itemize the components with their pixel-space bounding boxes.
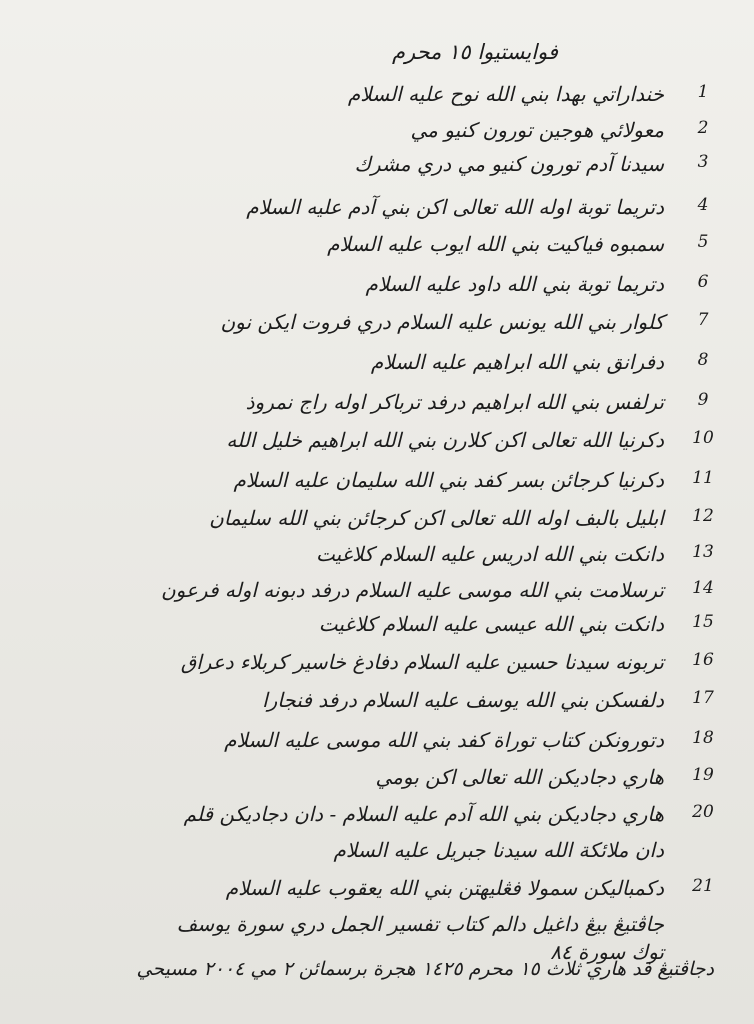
item-text: هاري دجاديكن الله تعالى اكن بومي [375, 765, 664, 789]
item-number: 19 [692, 765, 714, 785]
list-item [0, 876, 754, 912]
item-text: سمبوه فياكيت بني الله ايوب عليه السلام [327, 232, 664, 256]
list-item [0, 350, 754, 386]
item-text: دان ملائكة الله سيدنا جبريل عليه السلام [333, 838, 664, 862]
item-text: سيدنا آدم تورون كنيو مي دري مشرك [354, 152, 664, 176]
item-number: 1 [697, 82, 709, 102]
item-text: دتريما توبة بني الله داود عليه السلام [365, 272, 664, 296]
document-title: فوايستيوا ١٥ محرم [392, 40, 558, 64]
list-item [0, 728, 754, 764]
list-item [0, 506, 754, 542]
item-text: توك سورة ٨٤ [550, 940, 664, 964]
item-text: دكرنيا كرجائن بسر كفد بني الله سليمان عليه السلام [233, 468, 664, 492]
item-number: 21 [692, 876, 714, 896]
item-number: 4 [697, 195, 709, 215]
item-text: دانكت بني الله ادريس عليه السلام كلاغيت [315, 542, 664, 566]
item-number: 20 [692, 802, 714, 822]
item-text: جاڤتيڠ بيڠ داغيل دالم كتاب تفسير الجمل دري سورة يوسف [176, 912, 664, 936]
item-text: دتريما توبة اوله الله تعالى اكن بني آدم عليه السلام [246, 195, 664, 219]
list-item [0, 802, 754, 838]
item-number: 16 [692, 650, 714, 670]
item-text: خنداراتي بهدا بني الله نوح عليه السلام [347, 82, 664, 106]
list-item [0, 468, 754, 504]
item-text: دانكت بني الله عيسى عليه السلام كلاغيت [318, 612, 664, 636]
item-number: 11 [692, 468, 714, 488]
item-number: 17 [692, 688, 714, 708]
list-item [0, 612, 754, 648]
item-number: 5 [697, 232, 709, 252]
list-item [0, 310, 754, 346]
list-item [0, 428, 754, 464]
item-text: ابليل بالبف اوله الله تعالى اكن كرجائن بني الله سليمان [209, 506, 664, 530]
list-item [0, 152, 754, 188]
item-number: 10 [692, 428, 714, 448]
list-item [0, 390, 754, 426]
list-item [0, 578, 754, 614]
item-number: 13 [692, 542, 714, 562]
item-text: كلوار بني الله يونس عليه السلام دري فروت ايكن نون [220, 310, 664, 334]
item-text: دكرنيا الله تعالى اكن كلارن بني الله ابراهيم خليل الله [226, 428, 664, 452]
item-number: 15 [692, 612, 714, 632]
item-text: دفرانق بني الله ابراهيم عليه السلام [370, 350, 664, 374]
item-number: 3 [697, 152, 709, 172]
list-item [0, 272, 754, 308]
item-text: تربونه سيدنا حسين عليه السلام دفادغ خاسير كربلاء دعراق [180, 650, 664, 674]
list-item [0, 195, 754, 231]
item-text: معولائي هوجين تورون كنيو مي [410, 118, 664, 142]
item-text: ترلفس بني الله ابراهيم درفد ترباكر اوله راج نمروذ [245, 390, 664, 414]
list-item [0, 650, 754, 686]
item-number: 9 [697, 390, 709, 410]
item-number: 2 [697, 118, 709, 138]
item-number: 7 [697, 310, 709, 330]
item-text: دكمباليكن سمولا فڠليهتن بني الله يعقوب عليه السلام [225, 876, 664, 900]
item-number: 18 [692, 728, 714, 748]
item-number: 12 [692, 506, 714, 526]
item-text: دتورونكن كتاب توراة كفد بني الله موسى عليه السلام [224, 728, 664, 752]
list-item [0, 838, 754, 874]
list-item [0, 82, 754, 118]
list-item [0, 688, 754, 724]
item-text: دلفسكن بني الله يوسف عليه السلام درفد فنجارا [262, 688, 664, 712]
document-footer: دجاڤتيڠ فد هاري ثلاث ١٥ محرم ١٤٢٥ هجرة برسمائن ٢ مي ٢٠٠٤ مسيحي [136, 958, 714, 980]
list-item [0, 232, 754, 268]
item-number: 6 [697, 272, 709, 292]
item-number: 14 [692, 578, 714, 598]
item-text: ترسلامت بني الله موسى عليه السلام درفد دبونه اوله فرعون [160, 578, 664, 602]
list-item [0, 765, 754, 801]
list-item [0, 118, 754, 154]
item-number: 8 [697, 350, 709, 370]
list-item [0, 542, 754, 578]
item-text: هاري دجاديكن بني الله آدم عليه السلام - دان دجاديكن قلم [183, 802, 664, 826]
